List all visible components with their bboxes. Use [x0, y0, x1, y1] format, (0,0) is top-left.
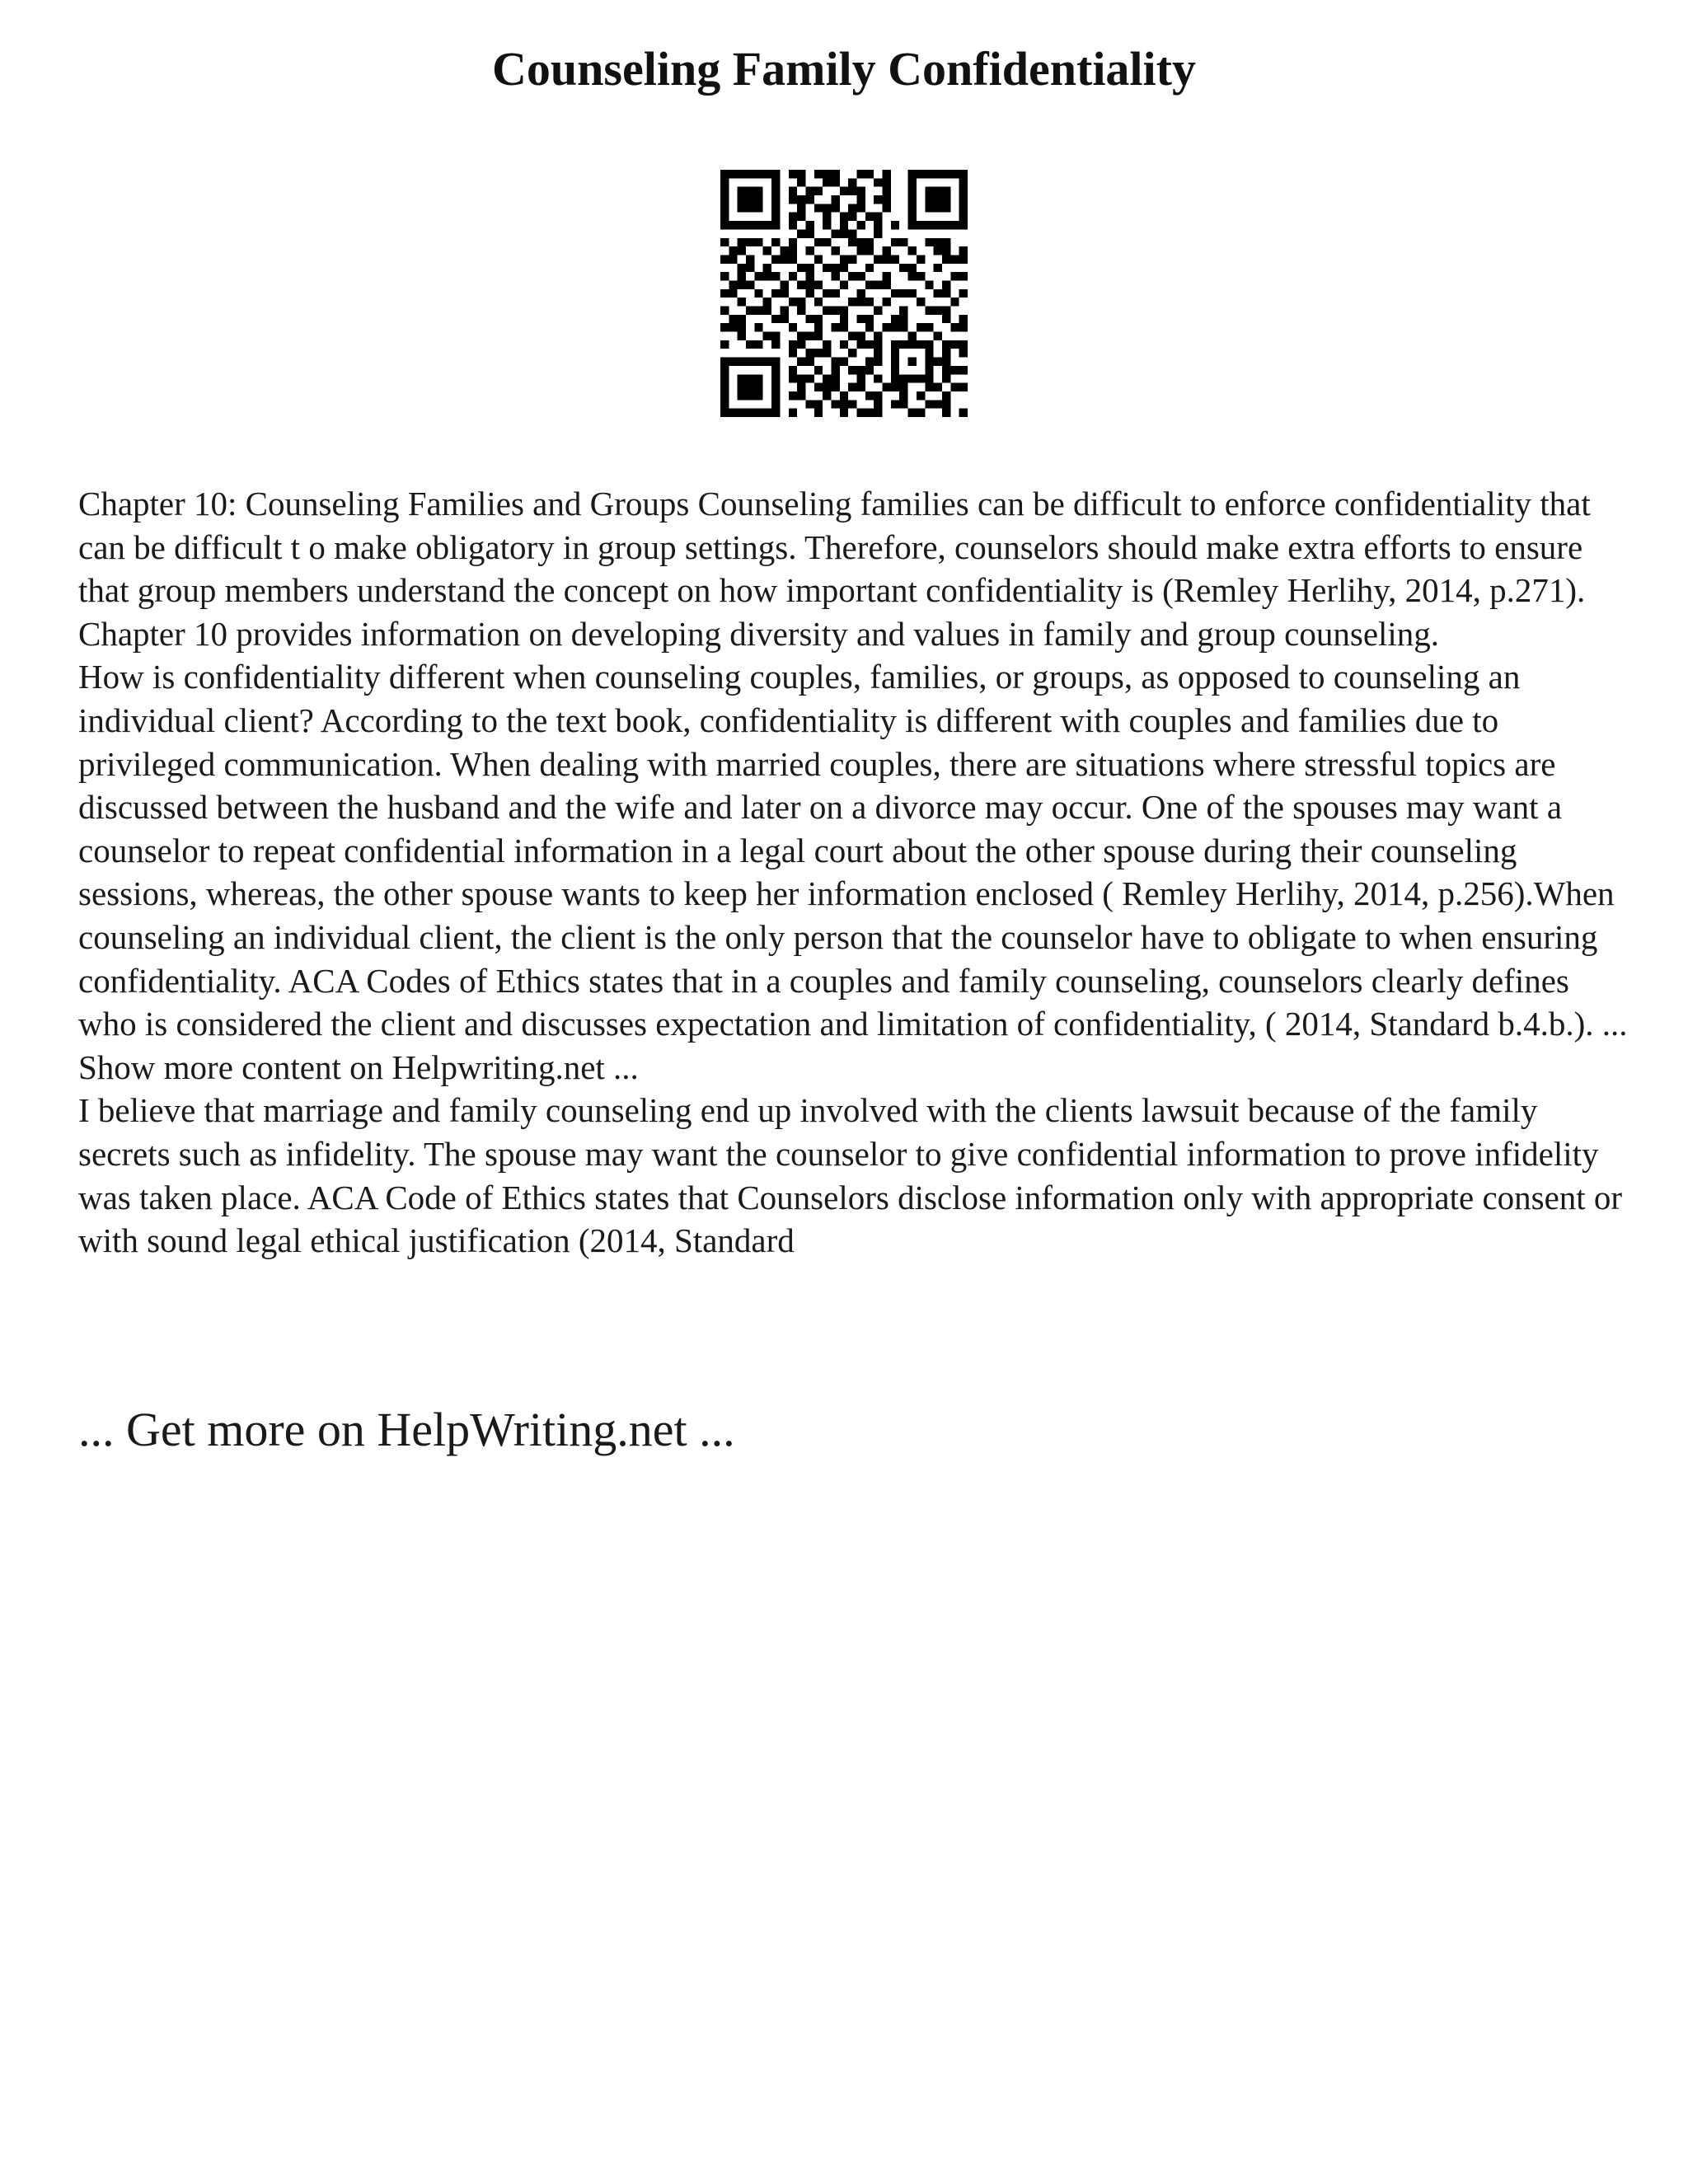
paragraph-chapter-intro: Chapter 10: Counseling Families and Groups Counseling families can be difficult to enforce confidentiality that can be difficult t o make obligatory in group settings. Therefore, counselors should make extra efforts to ensure that group members understand the concept on how important confidentiality is (Remley Herlihy, 2014, p.271). Chapter 10 provides information on developing diversity and values in family and group counseling.: [78, 485, 1591, 653]
paragraph-lawsuit: I believe that marriage and family counseling end up involved with the clients lawsuit because of the family secrets such as infidelity. The spouse may want the counselor to give confidential information to prove infidelity was taken place. ACA Code of Ethics states that Counselors disclose information only with appropriate consent or with sound legal ethical justification (2014, Standard: [78, 1091, 1623, 1260]
paragraph-confidentiality-question: How is confidentiality different when counseling couples, families, or groups, as opposed to counseling an individual client? According to the text book, confidentiality is different with couples and families due to privileged communication. When dealing with married couples, there are situations where stressful topics are discussed between the husband and the wife and later on a divorce may occur. One of the spouses may want a counselor to repeat confidential information in a legal court about the other spouse during their counseling sessions, whereas, the other spouse wants to keep her information enclosed ( Remley Herlihy, 2014, p.256).When counseling an individual client, the client is the only person that the counselor have to obligate to when ensuring confidentiality. ACA Codes of Ethics states that in a couples and family counseling, counselors clearly defines who is considered the client and discusses expectation and limitation of confidentiality, ( 2014, Standard b.4.b.). ... Show more content on Helpwriting.net ...: [78, 658, 1628, 1086]
get-more-link[interactable]: ... Get more on HelpWriting.net ...: [78, 1403, 735, 1456]
qr-code-icon: [720, 170, 968, 417]
article-body: [78, 482, 1628, 1263]
page-title: Counseling Family Confidentiality: [492, 42, 1196, 96]
